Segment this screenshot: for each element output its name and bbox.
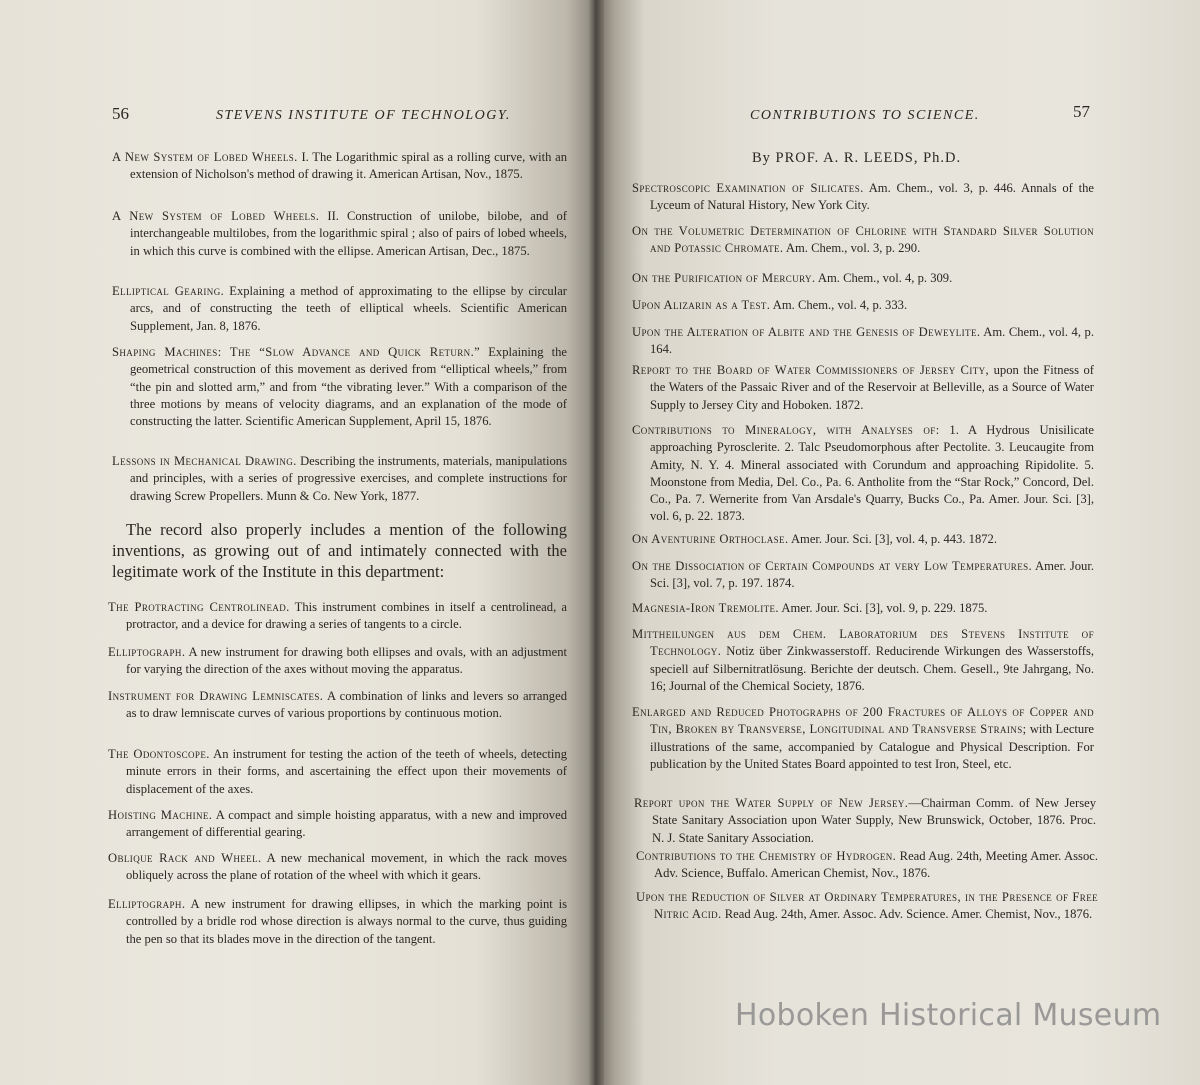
invention-entry: Elliptograph. A new instrument for drawing ellipses, in which the marking point is controlled by a bridle rod whose direction is always normal to the curve, thus guiding the pen so that its blades move in the direction of the tangent. bbox=[108, 897, 567, 946]
right-entry: Contributions to the Chemistry of Hydrogen. Read Aug. 24th, Meeting Amer. Assoc. Adv. Science, Buffalo. American Chemist, Nov., 1876. bbox=[636, 849, 1098, 881]
right-page-number: 57 bbox=[1073, 102, 1090, 121]
right-entry: On Aventurine Orthoclase. Amer. Jour. Sci. [3], vol. 4, p. 443. 1872. bbox=[632, 532, 997, 546]
right-running-head: CONTRIBUTIONS TO SCIENCE. bbox=[750, 108, 980, 123]
invention-entry: Instrument for Drawing Lemniscates. A combination of links and levers so arranged as to draw lemniscate curves of various proportions by continuous motion. bbox=[108, 689, 567, 721]
invention-entry: The Protracting Centrolinead. This instrument combines in itself a centrolinead, a protractor, and a device for drawing a series of tangents to a circle. bbox=[108, 600, 567, 632]
right-entry: Report upon the Water Supply of New Jersey.—Chairman Comm. of New Jersey State Sanitary Association upon Water Supply, New Brunswick, October, 1876. Proc. N. J. State Sanitary Association. bbox=[634, 796, 1097, 845]
left-entry: A New System of Lobed Wheels. I. The Logarithmic spiral as a rolling curve, with an extension of Nicholson's method of drawing it. American Artisan, Nov., 1875. bbox=[112, 150, 567, 182]
right-entry: Enlarged and Reduced Photographs of 200 Fractures of Alloys of Copper and Tin, Broken by Transverse, Longitudinal and Transverse Strains; with Lecture illustrations of the same, accompanied by Catalogue and Physical Description. For publication by the United States Board appointed to test Iron, Steel, etc. bbox=[632, 705, 1094, 771]
left-entry: A New System of Lobed Wheels. II. Construction of unilobe, bilobe, and of interchangeable multilobes, from the logarithmic spiral ; also of pairs of lobed wheels, in which this curve is combined with the ellipse. American Artisan, Dec., 1875. bbox=[112, 209, 567, 258]
left-entry: Lessons in Mechanical Drawing. Describing the instruments, materials, manipulations and principles, with a series of progressive exercises, and complete instructions for drawing Screw Propellers. Munn & Co. New York, 1877. bbox=[112, 454, 567, 503]
right-entry: Spectroscopic Examination of Silicates. Am. Chem., vol. 3, p. 446. Annals of the Lyceum of Natural History, New York City. bbox=[632, 181, 1094, 213]
right-entry: Upon the Alteration of Albite and the Genesis of Deweylite. Am. Chem., vol. 4, p. 164. bbox=[632, 325, 1094, 357]
invention-entry: The Odontoscope. An instrument for testing the action of the teeth of wheels, detecting minute errors in their forms, and ascertaining the effect upon their movements of displacement of the axes. bbox=[108, 747, 568, 796]
invention-entry: Elliptograph. A new instrument for drawing both ellipses and ovals, with an adjustment for varying the direction of the axes without moving the apparatus. bbox=[108, 645, 567, 677]
right-page bbox=[596, 0, 1200, 1085]
book-gutter bbox=[588, 0, 604, 1085]
right-entry: Contributions to Mineralogy, with Analyses of: 1. A Hydrous Unisilicate approaching Pyrosclerite. 2. Talc Pseudomorphous after Pectolite. 3. Leucaugite from Amity, N. Y. 4. Mineral associated with Corundum and approaching Ripidolite. 5. Moonstone from Media, Del. Co., Pa. 6. Antholite from the “Star Rock,” Concord, Del. Co., Pa. 7. Wernerite from Van Arsdale's Quarry, Bucks Co., Pa. Amer. Jour. Sci. [3], vol. 6, p. 22. 1873. bbox=[632, 423, 1094, 524]
right-entry: On the Volumetric Determination of Chlorine with Standard Silver Solution and Potassic Chromate. Am. Chem., vol. 3, p. 290. bbox=[632, 224, 1094, 256]
left-entry: Shaping Machines: The “Slow Advance and Quick Return.” Explaining the geometrical construction of this movement as derived from “elliptical wheels,” from “the pin and slotted arm,” and from “the vibrating lever.” With a comparison of the three motions by means of velocity diagrams, and an explanation of the mode of constructing the latter. Scientific American Supplement, April 15, 1876. bbox=[112, 345, 568, 429]
right-entry: Upon the Reduction of Silver at Ordinary Temperatures, in the Presence of Free Nitric Acid. Read Aug. 24th, Amer. Assoc. Adv. Science. Amer. Chemist, Nov., 1876. bbox=[636, 890, 1098, 922]
left-page-number: 56 bbox=[112, 104, 129, 123]
invention-entry: Oblique Rack and Wheel. A new mechanical movement, in which the rack moves obliquely across the plane of rotation of the wheel with which it gears. bbox=[108, 851, 567, 883]
left-running-head: STEVENS INSTITUTE OF TECHNOLOGY. bbox=[216, 108, 511, 123]
left-entry: Elliptical Gearing. Explaining a method of approximating to the ellipse by circular arcs, and of constructing the teeth of elliptical wheels. Scientific American Supplement, Jan. 8, 1876. bbox=[112, 284, 567, 333]
left-page bbox=[0, 0, 596, 1085]
right-entry: On the Dissociation of Certain Compounds at very Low Temperatures. Amer. Jour. Sci. [3], vol. 7, p. 197. 1874. bbox=[632, 559, 1094, 591]
intro-paragraph: The record also properly includes a mention of the following inventions, as growing out of and intimately connected with the legitimate work of the Institute in this department: bbox=[112, 520, 567, 581]
right-entry: Upon Alizarin as a Test. Am. Chem., vol. 4, p. 333. bbox=[632, 298, 908, 312]
right-entry: Report to the Board of Water Commissioners of Jersey City, upon the Fitness of the Waters of the Passaic River and of the Reservoir at Belleville, as a Source of Water Supply to Jersey City and Hoboken. 1872. bbox=[632, 363, 1094, 412]
invention-entry: Hoisting Machine. A compact and simple hoisting apparatus, with a new and improved arrangement of differential gearing. bbox=[108, 808, 567, 840]
byline: By PROF. A. R. LEEDS, Ph.D. bbox=[752, 150, 962, 166]
museum-watermark: Hoboken Historical Museum bbox=[735, 998, 1162, 1033]
right-entry: Magnesia-Iron Tremolite. Amer. Jour. Sci. [3], vol. 9, p. 229. 1875. bbox=[632, 601, 988, 615]
right-entry: Mittheilungen aus dem Chem. Laboratorium des Stevens Institute of Technology. Notiz über Zinkwasserstoff. Reducirende Wirkungen des Wasserstoffs, speciell auf Silbernitratlösung. Berichte der deutsch. Chem. Gesell., 9te Jahrgang, No. 16; Journal of the Chemical Society, 1876. bbox=[632, 627, 1094, 693]
right-entry: On the Purification of Mercury. Am. Chem., vol. 4, p. 309. bbox=[632, 271, 953, 285]
